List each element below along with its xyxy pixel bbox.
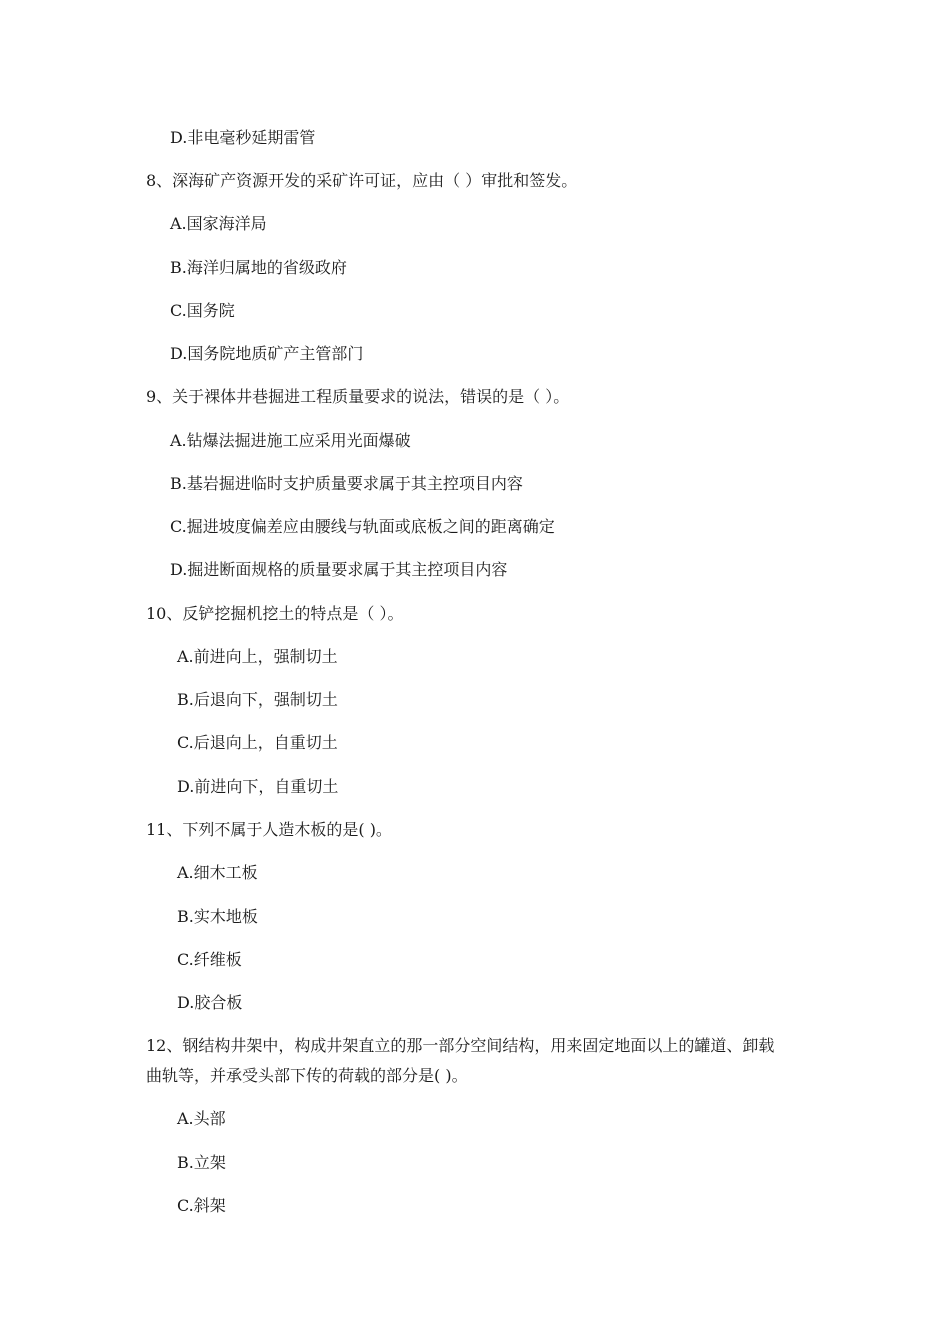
question-7-option-d: D.非电毫秒延期雷管 (170, 128, 316, 147)
question-12-stem-line-1: 12、钢结构井架中，构成井架直立的那一部分空间结构，用来固定地面以上的罐道、卸载 (146, 1036, 775, 1055)
question-12-option-b: B.立架 (177, 1153, 226, 1172)
question-10-stem: 10、反铲挖掘机挖土的特点是（ ）。 (146, 604, 404, 623)
question-11-stem: 11、下列不属于人造木板的是( )。 (146, 820, 392, 839)
question-9-option-a: A.钻爆法掘进施工应采用光面爆破 (170, 431, 411, 450)
question-10-option-b: B.后退向下，强制切土 (177, 690, 338, 709)
question-11-option-c: C.纤维板 (177, 950, 242, 969)
question-8-option-a: A.国家海洋局 (170, 214, 267, 233)
question-8-option-c: C.国务院 (170, 301, 235, 320)
question-12-stem-line-2: 曲轨等，并承受头部下传的荷载的部分是( )。 (146, 1066, 468, 1085)
question-12-option-c: C.斜架 (177, 1196, 226, 1215)
question-11-option-b: B.实木地板 (177, 907, 258, 926)
question-10-option-c: C.后退向上，自重切土 (177, 733, 338, 752)
question-8-option-b: B.海洋归属地的省级政府 (170, 258, 347, 277)
question-10-option-a: A.前进向上，强制切土 (177, 647, 338, 666)
question-9-option-b: B.基岩掘进临时支护质量要求属于其主控项目内容 (170, 474, 523, 493)
question-8-stem: 8、深海矿产资源开发的采矿许可证，应由（ ）审批和签发。 (146, 171, 578, 190)
question-10-option-d: D.前进向下，自重切土 (177, 777, 339, 796)
question-9-option-c: C.掘进坡度偏差应由腰线与轨面或底板之间的距离确定 (170, 517, 555, 536)
question-11-option-d: D.胶合板 (177, 993, 243, 1012)
question-11-option-a: A.细木工板 (177, 863, 258, 882)
question-8-option-d: D.国务院地质矿产主管部门 (170, 344, 364, 363)
question-9-option-d: D.掘进断面规格的质量要求属于其主控项目内容 (170, 560, 508, 579)
question-12-option-a: A.头部 (177, 1109, 226, 1128)
question-9-stem: 9、关于裸体井巷掘进工程质量要求的说法，错误的是（ ）。 (146, 387, 570, 406)
